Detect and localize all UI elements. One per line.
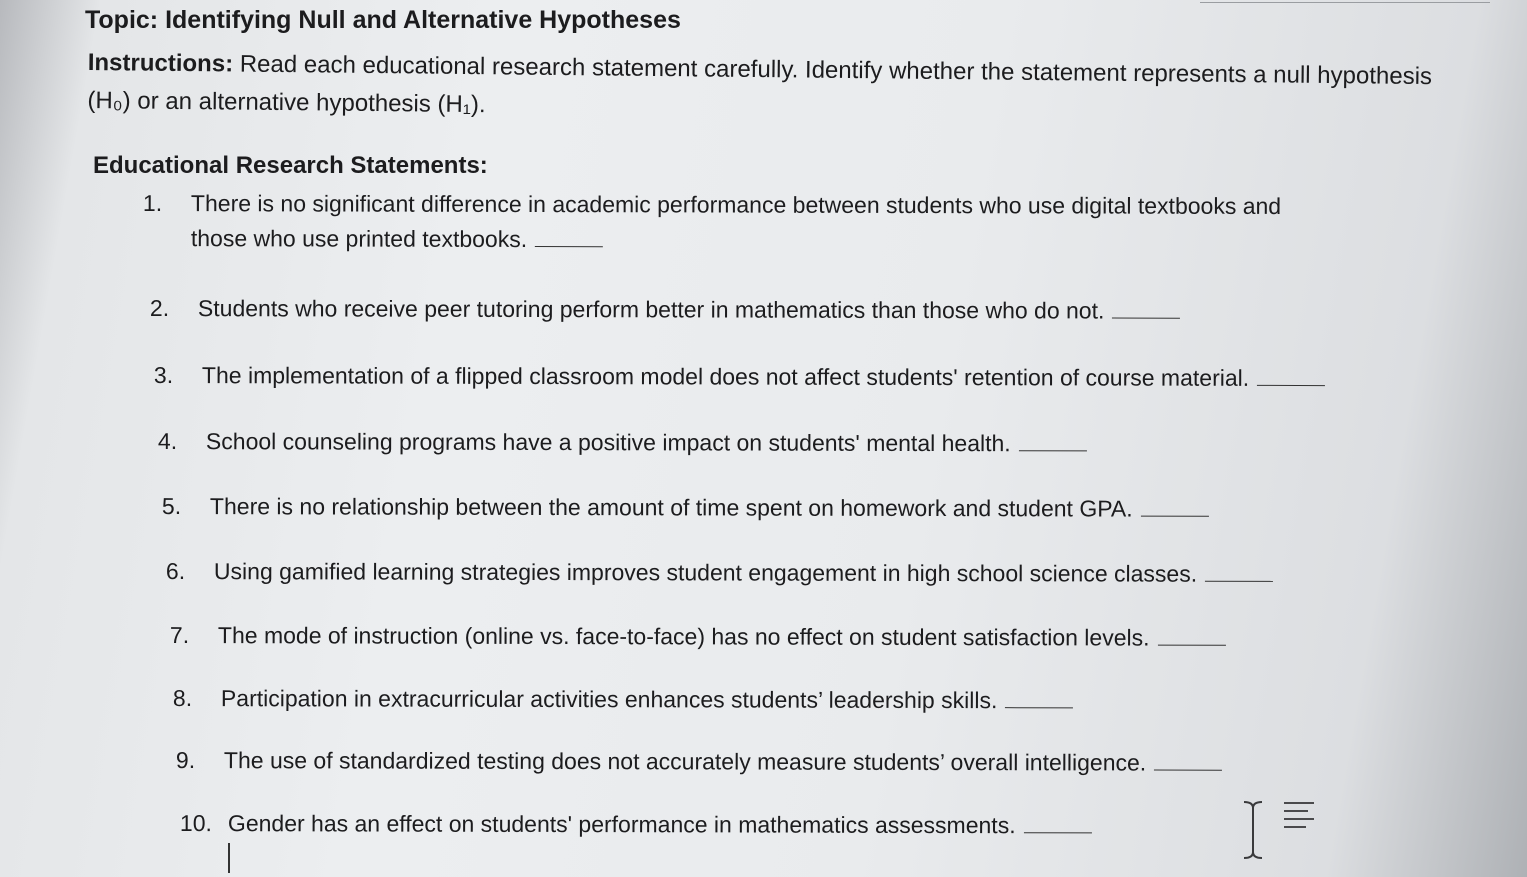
answer-blank-10[interactable]	[1024, 814, 1092, 833]
statement-text: The use of standardized testing does not accurately measure students’ overall intelligence.	[223, 747, 1147, 776]
statement-text: Gender has an effect on students' performance in mathematics assessments.	[227, 810, 1016, 839]
answer-blank-2[interactable]	[1112, 300, 1180, 319]
answer-blank-6[interactable]	[1205, 563, 1273, 582]
answer-blank-1[interactable]	[535, 228, 603, 247]
statement-item-9	[176, 743, 1222, 781]
statement-text: Using gamified learning strategies improves student engagement in high school science classes.	[213, 558, 1198, 587]
statement-text: School counseling programs have a positive impact on students' mental health.	[205, 428, 1011, 457]
answer-blank-3[interactable]	[1257, 367, 1325, 386]
statement-number: 2.	[149, 295, 170, 322]
statement-item-6	[166, 554, 1273, 592]
statement-number: 1.	[142, 189, 163, 217]
statement-text-continued	[143, 221, 1281, 259]
page-edge-divider	[1200, 2, 1490, 3]
section-heading: Educational Research Statements:	[93, 152, 488, 179]
statement-item-4	[158, 424, 1087, 461]
statement-number: 3.	[153, 362, 174, 389]
statement-item-2	[150, 291, 1181, 329]
answer-blank-8[interactable]	[1005, 689, 1073, 708]
statement-item-10	[180, 806, 1092, 843]
statement-item-3	[154, 358, 1325, 396]
statement-number: 10.	[179, 810, 212, 837]
statement-number: 7.	[169, 622, 190, 649]
text-cursor-icon	[1240, 800, 1266, 860]
statement-item-1	[143, 186, 1281, 259]
statement-item-8	[173, 681, 1073, 718]
statement-number: 5.	[161, 493, 182, 520]
page-title: Topic: Identifying Null and Alternative Hypotheses	[85, 6, 681, 34]
statement-number: 8.	[172, 685, 193, 712]
statement-text: The mode of instruction (online vs. face-to-face) has no effect on student satisfaction levels.	[217, 622, 1150, 651]
statement-number: 6.	[165, 558, 186, 585]
statement-text: There is no significant difference in academic performance between students who use digital textbooks and	[190, 190, 1282, 219]
answer-blank-4[interactable]	[1019, 432, 1087, 451]
statement-text: Students who receive peer tutoring perform better in mathematics than those who do not.	[197, 295, 1105, 324]
instructions-paragraph	[87, 44, 1448, 134]
statement-number: 9.	[175, 747, 196, 774]
answer-blank-5[interactable]	[1141, 498, 1209, 517]
statement-text-line-2: those who use printed textbooks.	[190, 225, 528, 253]
instructions-text: Read each educational research statement carefully. Identify whether the statement represents a null hypothesis (H₀) or an alternative hypothesis (H₁).	[87, 50, 1433, 119]
answer-blank-7[interactable]	[1158, 627, 1226, 646]
statement-number: 4.	[157, 428, 178, 455]
statement-text: There is no relationship between the amount of time spent on homework and student GPA.	[209, 493, 1133, 522]
answer-blank-9[interactable]	[1154, 752, 1222, 771]
statement-text: Participation in extracurricular activities enhances students’ leadership skills.	[220, 685, 998, 714]
statement-item-5	[162, 489, 1209, 527]
align-lines-icon	[1282, 800, 1316, 830]
statement-text: The implementation of a flipped classroom model does not affect students' retention of course material.	[201, 362, 1250, 391]
statement-item-7	[170, 618, 1226, 656]
text-caret	[228, 843, 230, 873]
instructions-label: Instructions:	[87, 48, 234, 78]
